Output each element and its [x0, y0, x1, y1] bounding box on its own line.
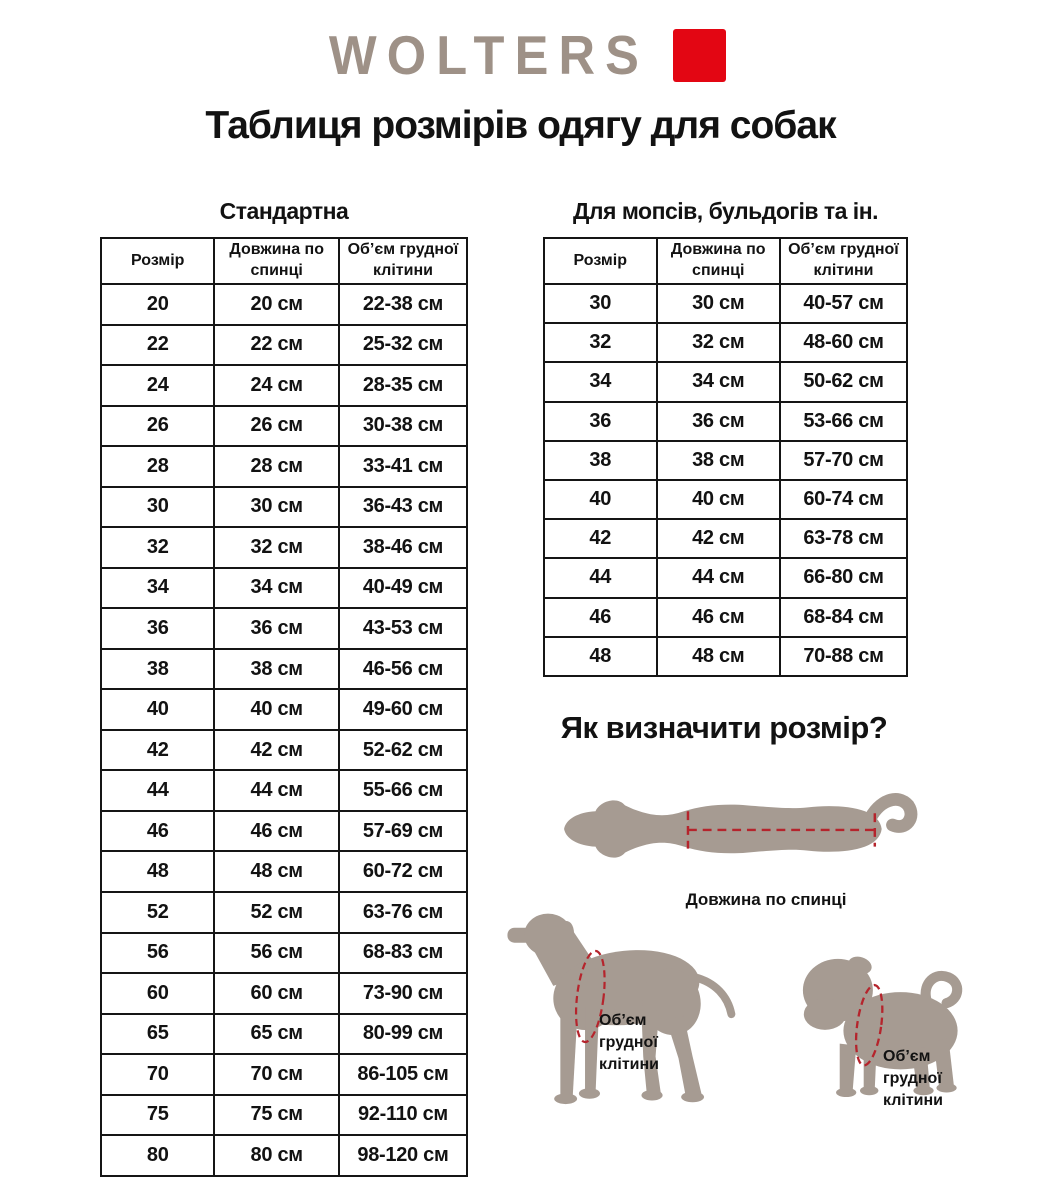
pug-table-title: Для мопсів, бульдогів та ін.: [573, 198, 878, 224]
table-cell: 48-60 см: [780, 323, 907, 362]
table-cell: 32: [544, 323, 657, 362]
table-row: [101, 487, 467, 528]
table-cell: 34 см: [657, 362, 780, 401]
column-header: Довжина по спинці: [657, 238, 780, 284]
table-cell: 44 см: [214, 770, 338, 811]
table-cell: 63-76 см: [339, 892, 467, 933]
dog-top-view-silhouette: [558, 768, 932, 886]
standing-dog-silhouette: [502, 896, 758, 1112]
standard-size-table: [100, 237, 468, 1177]
table-cell: 75: [101, 1095, 214, 1136]
table-cell: 73-90 см: [339, 973, 467, 1014]
table-row: [101, 608, 467, 649]
table-cell: 25-32 см: [339, 325, 467, 366]
table-cell: 75 см: [214, 1095, 338, 1136]
table-cell: 60: [101, 973, 214, 1014]
table-row: [101, 1014, 467, 1055]
chest-volume-label-standing: Об’єм грудної клітини: [599, 1012, 659, 1074]
table-cell: 80: [101, 1135, 214, 1176]
table-cell: 38-46 см: [339, 527, 467, 568]
table-cell: 46: [101, 811, 214, 852]
table-cell: 53-66 см: [780, 402, 907, 441]
table-cell: 38 см: [657, 441, 780, 480]
table-cell: 98-120 см: [339, 1135, 467, 1176]
table-cell: 24: [101, 365, 214, 406]
table-cell: 56: [101, 933, 214, 974]
table-row: [544, 362, 907, 401]
table-cell: 60-74 см: [780, 480, 907, 519]
column-header: Об’єм грудної клітини: [780, 238, 907, 284]
table-header-row: [544, 238, 907, 284]
table-row: [544, 598, 907, 637]
table-row: [101, 1135, 467, 1176]
dog-tail: [869, 799, 911, 826]
table-cell: 32 см: [214, 527, 338, 568]
table-cell: 44: [101, 770, 214, 811]
table-cell: 28 см: [214, 446, 338, 487]
table-cell: 57-70 см: [780, 441, 907, 480]
table-row: [101, 649, 467, 690]
table-cell: 28: [101, 446, 214, 487]
table-cell: 60-72 см: [339, 851, 467, 892]
table-row: [101, 1054, 467, 1095]
table-cell: 40: [101, 689, 214, 730]
table-row: [101, 730, 467, 771]
pug-size-table: [543, 237, 908, 677]
table-cell: 36 см: [214, 608, 338, 649]
table-row: [101, 933, 467, 974]
table-row: [544, 558, 907, 597]
table-header-row: [101, 238, 467, 284]
table-cell: 40 см: [657, 480, 780, 519]
table-row: [101, 973, 467, 1014]
table-cell: 46 см: [214, 811, 338, 852]
table-cell: 65: [101, 1014, 214, 1055]
table-cell: 30 см: [657, 284, 780, 323]
table-cell: 36: [544, 402, 657, 441]
table-cell: 20: [101, 284, 214, 325]
table-row: [544, 480, 907, 519]
brand-logo-text: WOLTERS: [328, 24, 650, 86]
table-cell: 30: [101, 487, 214, 528]
table-cell: 30-38 см: [339, 406, 467, 447]
table-cell: 26: [101, 406, 214, 447]
brand-logo-square-icon: [673, 29, 726, 82]
table-cell: 20 см: [214, 284, 338, 325]
table-row: [101, 365, 467, 406]
table-cell: 32 см: [657, 323, 780, 362]
table-cell: 40-49 см: [339, 568, 467, 609]
table-cell: 68-83 см: [339, 933, 467, 974]
table-cell: 63-78 см: [780, 519, 907, 558]
table-cell: 24 см: [214, 365, 338, 406]
table-cell: 34: [101, 568, 214, 609]
table-row: [101, 406, 467, 447]
table-row: [101, 446, 467, 487]
table-cell: 30 см: [214, 487, 338, 528]
table-cell: 44: [544, 558, 657, 597]
table-row: [544, 519, 907, 558]
table-cell: 22 см: [214, 325, 338, 366]
table-cell: 57-69 см: [339, 811, 467, 852]
table-cell: 46 см: [657, 598, 780, 637]
table-cell: 22-38 см: [339, 284, 467, 325]
table-cell: 46-56 см: [339, 649, 467, 690]
table-row: [101, 568, 467, 609]
table-cell: 68-84 см: [780, 598, 907, 637]
column-header: Розмір: [101, 238, 214, 284]
table-cell: 92-110 см: [339, 1095, 467, 1136]
brand-logo: [0, 24, 1041, 86]
table-row: [544, 637, 907, 676]
table-cell: 48 см: [657, 637, 780, 676]
table-cell: 40: [544, 480, 657, 519]
table-row: [101, 325, 467, 366]
table-cell: 30: [544, 284, 657, 323]
table-cell: 36 см: [657, 402, 780, 441]
table-cell: 70: [101, 1054, 214, 1095]
standard-table-title: Стандартна: [219, 198, 349, 224]
table-cell: 36-43 см: [339, 487, 467, 528]
table-cell: 38 см: [214, 649, 338, 690]
table-cell: 56 см: [214, 933, 338, 974]
table-row: [101, 527, 467, 568]
table-cell: 52 см: [214, 892, 338, 933]
table-row: [101, 892, 467, 933]
table-cell: 48: [544, 637, 657, 676]
table-cell: 80-99 см: [339, 1014, 467, 1055]
table-row: [101, 851, 467, 892]
table-cell: 55-66 см: [339, 770, 467, 811]
table-cell: 32: [101, 527, 214, 568]
table-cell: 86-105 см: [339, 1054, 467, 1095]
table-cell: 22: [101, 325, 214, 366]
column-header: Об’єм грудної клітини: [339, 238, 467, 284]
table-cell: 42: [544, 519, 657, 558]
page-title: Таблиця розмірів одягу для собак: [205, 104, 836, 147]
table-row: [544, 323, 907, 362]
table-row: [101, 689, 467, 730]
measure-guide-title: Як визначити розмір?: [560, 710, 888, 745]
table-cell: 34: [544, 362, 657, 401]
table-cell: 50-62 см: [780, 362, 907, 401]
table-cell: 40 см: [214, 689, 338, 730]
back-length-label: Довжина по спинці: [685, 890, 847, 909]
table-cell: 26 см: [214, 406, 338, 447]
table-cell: 42 см: [657, 519, 780, 558]
table-row: [101, 811, 467, 852]
table-cell: 52: [101, 892, 214, 933]
table-cell: 48 см: [214, 851, 338, 892]
table-cell: 70-88 см: [780, 637, 907, 676]
table-cell: 38: [101, 649, 214, 690]
table-cell: 38: [544, 441, 657, 480]
table-row: [101, 770, 467, 811]
table-cell: 49-60 см: [339, 689, 467, 730]
table-cell: 66-80 см: [780, 558, 907, 597]
table-cell: 48: [101, 851, 214, 892]
column-header: Розмір: [544, 238, 657, 284]
table-cell: 44 см: [657, 558, 780, 597]
table-cell: 40-57 см: [780, 284, 907, 323]
table-row: [544, 441, 907, 480]
table-cell: 43-53 см: [339, 608, 467, 649]
chest-volume-label-pug: Об’єм грудної клітини: [883, 1048, 943, 1110]
table-cell: 36: [101, 608, 214, 649]
table-cell: 34 см: [214, 568, 338, 609]
table-cell: 46: [544, 598, 657, 637]
table-row: [101, 1095, 467, 1136]
table-cell: 52-62 см: [339, 730, 467, 771]
table-cell: 42 см: [214, 730, 338, 771]
table-cell: 80 см: [214, 1135, 338, 1176]
table-cell: 60 см: [214, 973, 338, 1014]
table-row: [101, 284, 467, 325]
column-header: Довжина по спинці: [214, 238, 338, 284]
table-cell: 33-41 см: [339, 446, 467, 487]
table-cell: 28-35 см: [339, 365, 467, 406]
table-row: [544, 402, 907, 441]
table-cell: 65 см: [214, 1014, 338, 1055]
table-cell: 42: [101, 730, 214, 771]
table-row: [544, 284, 907, 323]
table-cell: 70 см: [214, 1054, 338, 1095]
